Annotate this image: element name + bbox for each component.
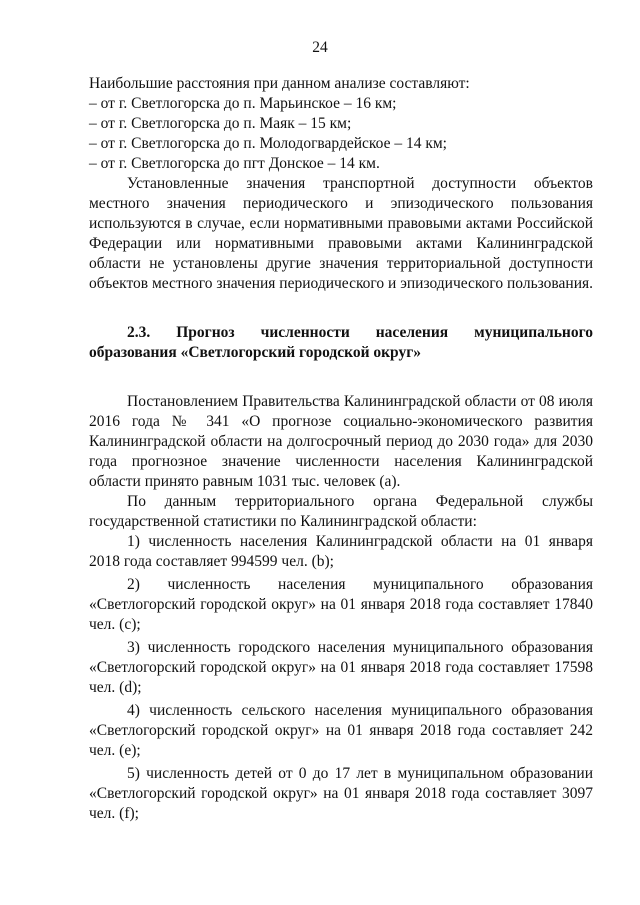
page-number: 24: [312, 39, 328, 56]
stats-list-item: 5) численность детей от 0 до 17 лет в муниципальном образовании «Светлогорский городской округ» на 01 января 2018 года составляет 3097 чел. (f);: [89, 765, 593, 822]
stats-list-item: 3) численность городского населения муниципального образования «Светлогорский городской округ» на 01 января 2018 года составляет 17598 чел. (d);: [89, 639, 593, 696]
distances-block: [89, 74, 593, 174]
stats-list: [89, 532, 593, 824]
distance-item: – от г. Светлогорска до п. Маяк – 15 км;: [89, 115, 352, 132]
stats-list-item: 4) численность сельского населения муниципального образования «Светлогорский городской округ» на 01 января 2018 года составляет 242 чел. (e);: [89, 702, 593, 759]
stats-list-item: 2) численность населения муниципального образования «Светлогорский городской округ» на 01 января 2018 года составляет 17840 чел. (c);: [89, 576, 593, 633]
resolution-paragraph: Постановлением Правительства Калининградской области от 08 июля 2016 года № 341 «О прогнозе социально-экономического развития Калининградской области на долгосрочный период до 2030 года» для 2030 года прогнозное значение численности населения Калининградской области принято равным 1031 тыс. человек (a).: [89, 393, 593, 490]
distances-intro: Наибольшие расстояния при данном анализе составляют:: [89, 75, 470, 92]
distance-item: – от г. Светлогорска до п. Молодогвардейское – 14 км;: [89, 135, 447, 152]
stats-intro-paragraph: По данным территориального органа Федеральной службы государственной статистики по Калининградской области:: [89, 493, 593, 530]
stats-list-item: 1) численность населения Калининградской области на 01 января 2018 года составляет 994599 чел. (b);: [89, 533, 593, 570]
page-content: [89, 74, 593, 824]
section-heading: 2.3. Прогноз численности населения муниципального образования «Светлогорский городской округ»: [89, 324, 593, 361]
accessibility-paragraph: Установленные значения транспортной доступности объектов местного значения периодического и эпизодического пользования используются в случае, если нормативными правовыми актами Российской Федерации или нормативными правовыми актами Калининградской области не установлены другие значения территориальной доступности объектов местного значения периодического и эпизодического пользования.: [89, 175, 594, 292]
distance-item: – от г. Светлогорска до п. Марьинское – 16 км;: [89, 95, 397, 112]
distance-item: – от г. Светлогорска до пгт Донское – 14 км.: [89, 155, 380, 172]
